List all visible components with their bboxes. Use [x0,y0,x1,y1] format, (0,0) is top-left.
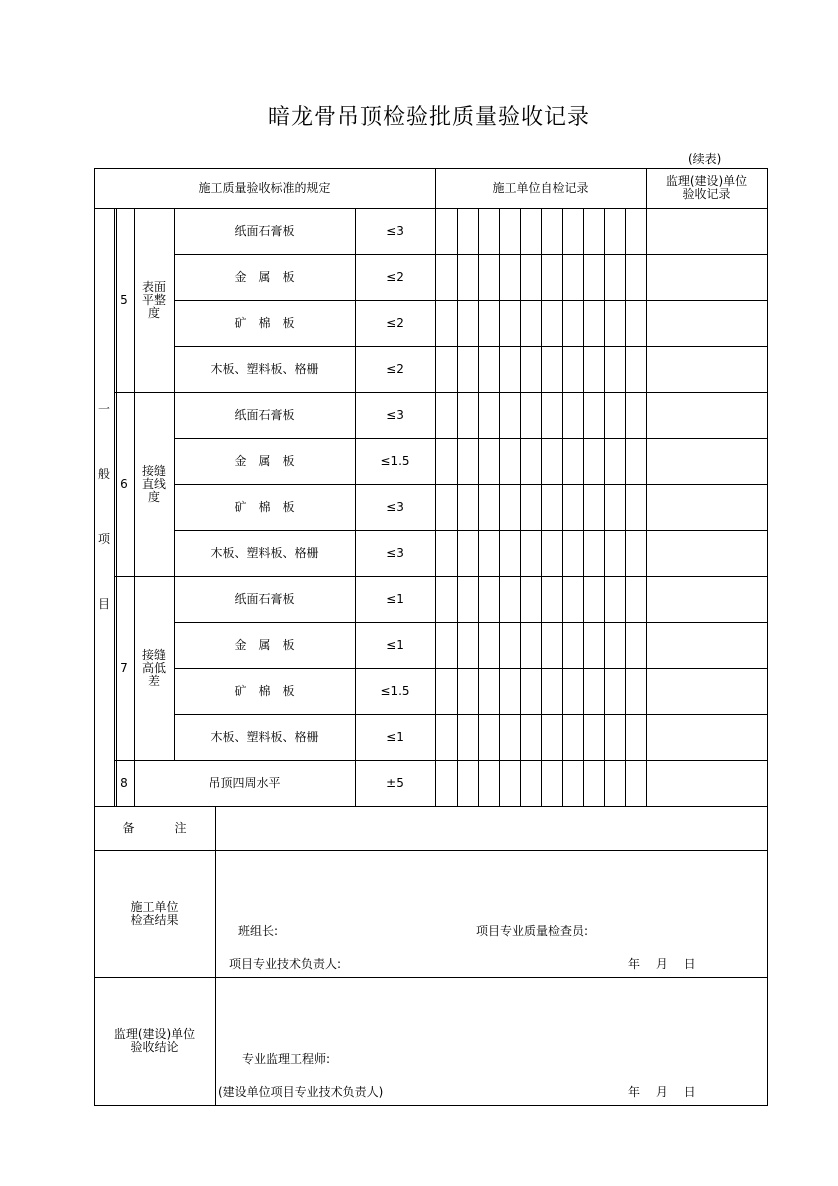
self-check-cell[interactable] [583,622,604,668]
material-label: 纸面石膏板 [234,407,295,422]
tolerance-value: ≤3 [386,499,404,514]
self-check-cell[interactable] [520,484,541,530]
self-check-cell[interactable] [541,346,562,392]
owner-rep-label: (建设单位项目专业技术负责人) [218,1085,384,1099]
self-check-cell[interactable] [625,208,646,254]
grid-line [174,254,767,255]
self-check-cell[interactable] [478,484,499,530]
self-check-cell[interactable] [541,714,562,760]
grid-line [174,484,767,485]
grid-line [114,208,115,806]
self-check-cell[interactable] [457,300,478,346]
grid-line [583,208,584,806]
self-check-cell[interactable] [541,530,562,576]
grid-line [499,208,500,806]
page-title: 暗龙骨吊顶检验批质量验收记录 [267,105,590,130]
self-check-cell[interactable] [604,438,625,484]
self-check-cell[interactable] [435,254,457,300]
grid-line [116,208,117,806]
item-number: 8 [120,775,128,790]
self-check-cell[interactable] [541,300,562,346]
material-label: 金 属 板 [234,269,295,284]
self-check-cell[interactable] [541,208,562,254]
grid-line [174,438,767,439]
material-label: 纸面石膏板 [234,223,295,238]
self-check-cell[interactable] [478,392,499,438]
grid-line [114,576,767,577]
self-check-cell[interactable] [499,576,520,622]
self-check-cell[interactable] [625,622,646,668]
grid-line [174,530,767,531]
self-check-cell[interactable] [435,438,457,484]
self-check-cell[interactable] [499,208,520,254]
self-check-cell[interactable] [478,714,499,760]
self-check-cell[interactable] [562,300,583,346]
self-check-cell[interactable] [499,438,520,484]
tolerance-value: ≤1 [386,591,404,606]
grid-line [94,1105,768,1106]
self-check-cell[interactable] [499,392,520,438]
tolerance-value: ≤1 [386,729,404,744]
self-check-cell[interactable] [541,254,562,300]
tolerance-value: ≤1 [386,637,404,652]
self-check-cell[interactable] [604,484,625,530]
self-check-cell[interactable] [435,208,457,254]
header-supervision: 监理(建设)单位 验收记录 [665,174,748,201]
grid-line [435,168,436,806]
tolerance-value: ≤3 [386,223,404,238]
self-check-cell[interactable] [457,622,478,668]
self-check-cell[interactable] [625,346,646,392]
tolerance-value: ≤3 [386,545,404,560]
supervision-record-cell[interactable] [646,254,767,300]
self-check-cell[interactable] [562,760,583,806]
tolerance-value: ±5 [386,775,404,790]
self-check-cell[interactable] [520,530,541,576]
tech-lead-label: 项目专业技术负责人: [229,957,342,971]
self-check-cell[interactable] [457,484,478,530]
self-check-cell[interactable] [435,484,457,530]
self-check-cell[interactable] [499,622,520,668]
self-check-cell[interactable] [541,668,562,714]
self-check-cell[interactable] [457,346,478,392]
grid-line [174,300,767,301]
self-check-cell[interactable] [541,760,562,806]
self-check-cell[interactable] [604,300,625,346]
tolerance-value: ≤1.5 [380,453,410,468]
self-check-cell[interactable] [478,530,499,576]
supervision-record-cell[interactable] [646,714,767,760]
grid-line [215,806,216,1105]
self-check-cell[interactable] [562,392,583,438]
self-check-cell[interactable] [457,530,478,576]
self-check-cell[interactable] [562,254,583,300]
grid-line [767,168,768,1106]
grid-line [174,346,767,347]
header-self-check: 施工单位自检记录 [492,180,589,195]
self-check-cell[interactable] [499,300,520,346]
supervision-record-cell[interactable] [646,668,767,714]
grid-line [94,168,768,169]
contractor-date: 年 月 日 [628,957,696,971]
self-check-cell[interactable] [520,622,541,668]
self-check-cell[interactable] [625,668,646,714]
self-check-cell[interactable] [625,484,646,530]
self-check-cell[interactable] [499,346,520,392]
item-name: 表面平整度 [141,279,166,320]
self-check-cell[interactable] [435,622,457,668]
self-check-cell[interactable] [520,438,541,484]
material-label: 木板、塑料板、格栅 [210,545,319,560]
grid-line [625,208,626,806]
self-check-cell[interactable] [478,254,499,300]
self-check-cell[interactable] [520,392,541,438]
self-check-cell[interactable] [625,714,646,760]
self-check-cell[interactable] [435,668,457,714]
header-standard: 施工质量验收标准的规定 [198,180,331,195]
grid-line [604,208,605,806]
self-check-cell[interactable] [625,300,646,346]
self-check-cell[interactable] [562,714,583,760]
supervision-record-cell[interactable] [646,484,767,530]
grid-line [134,208,135,806]
self-check-cell[interactable] [499,714,520,760]
self-check-cell[interactable] [562,346,583,392]
self-check-cell[interactable] [562,576,583,622]
self-check-cell[interactable] [435,714,457,760]
self-check-cell[interactable] [457,576,478,622]
self-check-cell[interactable] [583,208,604,254]
grid-line [520,208,521,806]
self-check-cell[interactable] [457,760,478,806]
self-check-cell[interactable] [583,438,604,484]
self-check-cell[interactable] [625,760,646,806]
self-check-cell[interactable] [562,668,583,714]
self-check-cell[interactable] [520,576,541,622]
self-check-cell[interactable] [520,346,541,392]
material-label: 金 属 板 [234,637,295,652]
self-check-cell[interactable] [583,576,604,622]
grid-line [174,714,767,715]
supervisor-date: 年 月 日 [628,1085,696,1099]
grid-line [94,208,768,209]
grid-line [541,208,542,806]
self-check-cell[interactable] [435,576,457,622]
grid-line [457,208,458,806]
self-check-cell[interactable] [457,438,478,484]
self-check-cell[interactable] [583,714,604,760]
material-label: 矿 棉 板 [234,499,295,514]
supervision-record-cell[interactable] [646,300,767,346]
item-name: 接缝直线度 [141,463,166,504]
self-check-cell[interactable] [457,714,478,760]
self-check-cell[interactable] [457,668,478,714]
tolerance-value: ≤2 [386,315,404,330]
category-label: 一般项目 [97,402,110,611]
category-cell [94,208,114,806]
team-leader-label: 班组长: [238,924,279,938]
self-check-cell[interactable] [562,622,583,668]
self-check-cell[interactable] [583,392,604,438]
self-check-cell[interactable] [541,392,562,438]
supervision-record-cell[interactable] [646,576,767,622]
item-number: 6 [120,476,128,491]
self-check-cell[interactable] [562,484,583,530]
self-check-cell[interactable] [520,714,541,760]
continued-label: (续表) [688,152,722,166]
self-check-cell[interactable] [604,576,625,622]
self-check-cell[interactable] [604,714,625,760]
self-check-cell[interactable] [604,530,625,576]
self-check-cell[interactable] [541,622,562,668]
self-check-cell[interactable] [478,208,499,254]
grid-line [174,622,767,623]
self-check-cell[interactable] [625,576,646,622]
self-check-cell[interactable] [583,668,604,714]
self-check-cell[interactable] [604,668,625,714]
grid-line [114,760,767,761]
self-check-cell[interactable] [562,208,583,254]
self-check-cell[interactable] [457,254,478,300]
tolerance-value: ≤3 [386,407,404,422]
self-check-cell[interactable] [583,484,604,530]
tolerance-value: ≤2 [386,361,404,376]
engineer-label: 专业监理工程师: [242,1052,331,1066]
self-check-cell[interactable] [562,530,583,576]
self-check-cell[interactable] [625,438,646,484]
supervision-record-cell[interactable] [646,622,767,668]
item-name: 吊顶四周水平 [208,775,281,790]
grid-line [562,208,563,806]
remarks-label: 备 注 [122,820,201,835]
self-check-cell[interactable] [499,668,520,714]
self-check-cell[interactable] [625,392,646,438]
self-check-cell[interactable] [583,254,604,300]
self-check-cell[interactable] [583,300,604,346]
material-label: 纸面石膏板 [234,591,295,606]
self-check-cell[interactable] [499,760,520,806]
material-label: 矿 棉 板 [234,315,295,330]
self-check-cell[interactable] [478,622,499,668]
remarks-field[interactable] [215,806,767,850]
self-check-cell[interactable] [520,254,541,300]
self-check-cell[interactable] [499,484,520,530]
item-number: 5 [120,292,128,307]
item-number: 7 [120,660,128,675]
self-check-cell[interactable] [520,208,541,254]
self-check-cell[interactable] [520,668,541,714]
grid-line [174,208,175,760]
self-check-cell[interactable] [583,760,604,806]
self-check-cell[interactable] [604,760,625,806]
grid-line [646,168,647,806]
self-check-cell[interactable] [604,622,625,668]
material-label: 木板、塑料板、格栅 [210,361,319,376]
supervisor-label: 监理(建设)单位 验收结论 [113,1027,196,1054]
self-check-cell[interactable] [562,438,583,484]
self-check-cell[interactable] [625,254,646,300]
self-check-cell[interactable] [435,392,457,438]
self-check-cell[interactable] [435,300,457,346]
supervision-record-cell[interactable] [646,530,767,576]
self-check-cell[interactable] [478,346,499,392]
self-check-cell[interactable] [478,668,499,714]
material-label: 木板、塑料板、格栅 [210,729,319,744]
tolerance-value: ≤1.5 [380,683,410,698]
self-check-cell[interactable] [520,760,541,806]
self-check-cell[interactable] [541,438,562,484]
self-check-cell[interactable] [625,530,646,576]
grid-line [114,392,767,393]
self-check-cell[interactable] [604,392,625,438]
supervision-record-cell[interactable] [646,438,767,484]
self-check-cell[interactable] [604,208,625,254]
self-check-cell[interactable] [583,530,604,576]
self-check-cell[interactable] [478,576,499,622]
self-check-cell[interactable] [499,254,520,300]
grid-line [174,668,767,669]
self-check-cell[interactable] [478,300,499,346]
self-check-cell[interactable] [604,254,625,300]
supervision-record-cell[interactable] [646,208,767,254]
self-check-cell[interactable] [457,392,478,438]
tolerance-value: ≤2 [386,269,404,284]
self-check-cell[interactable] [435,346,457,392]
self-check-cell[interactable] [435,530,457,576]
self-check-cell[interactable] [583,346,604,392]
self-check-cell[interactable] [520,300,541,346]
self-check-cell[interactable] [604,346,625,392]
supervision-record-cell[interactable] [646,760,767,806]
grid-line [478,208,479,806]
self-check-cell[interactable] [457,208,478,254]
self-check-cell[interactable] [499,530,520,576]
grid-line [355,208,356,806]
self-check-cell[interactable] [478,438,499,484]
self-check-cell[interactable] [541,484,562,530]
material-label: 矿 棉 板 [234,683,295,698]
self-check-cell[interactable] [541,576,562,622]
supervision-record-cell[interactable] [646,346,767,392]
self-check-cell[interactable] [435,760,457,806]
supervision-record-cell[interactable] [646,392,767,438]
material-label: 金 属 板 [234,453,295,468]
item-name: 接缝高低差 [141,647,166,688]
quality-inspector-label: 项目专业质量检查员: [476,924,589,938]
contractor-label: 施工单位 检查结果 [130,899,179,927]
self-check-cell[interactable] [478,760,499,806]
